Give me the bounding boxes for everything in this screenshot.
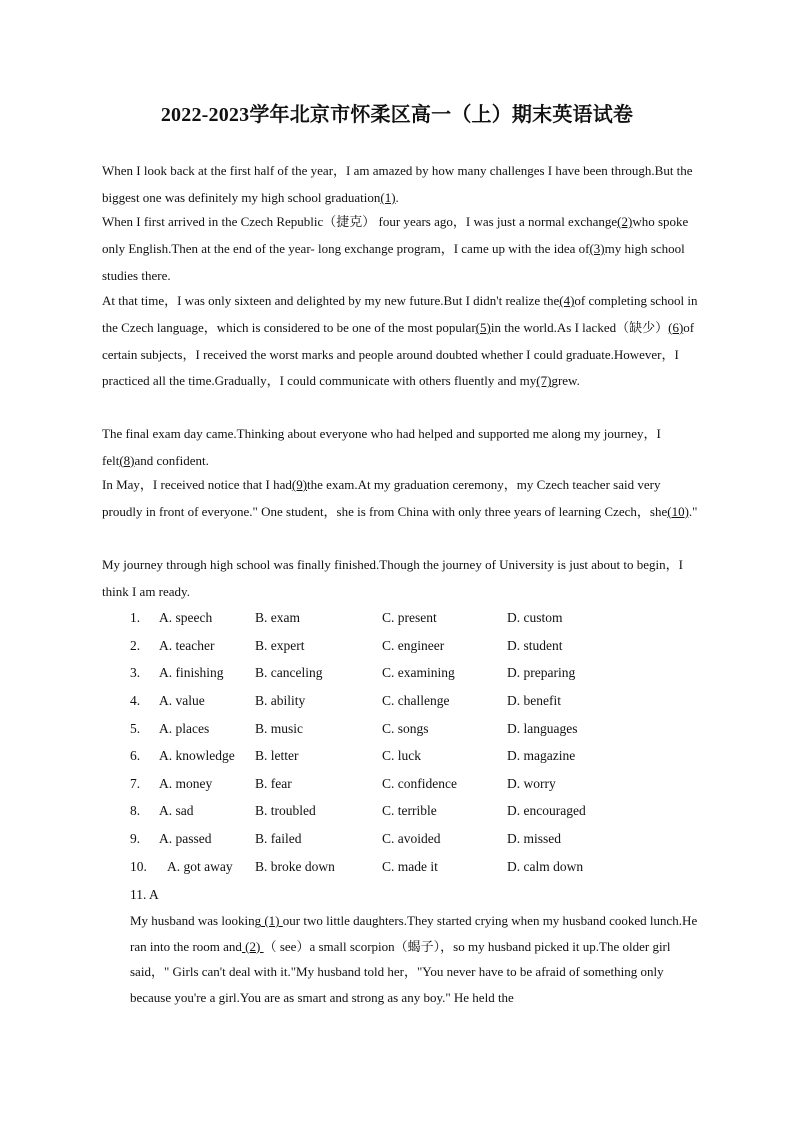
question-number: 2.	[130, 638, 141, 653]
option-a[interactable]: A. value	[159, 693, 205, 708]
passage-paragraph-5: In May，I received notice that I had(9)the exam.At my graduation ceremony，my Czech teacher said very proudly in front of everyone." One student，she is from China with only three years of learning Czech，she(10)."	[102, 477, 698, 519]
option-b[interactable]: B. fear	[255, 776, 292, 791]
question-number: 6.	[130, 748, 141, 763]
page-title: 2022-2023学年北京市怀柔区高一（上）期末英语试卷	[160, 104, 634, 126]
option-d[interactable]: D. student	[507, 638, 563, 653]
option-d[interactable]: D. calm down	[507, 859, 584, 874]
question-number: 10.	[130, 859, 147, 874]
option-b[interactable]: B. letter	[255, 748, 299, 763]
option-c[interactable]: C. luck	[382, 748, 421, 763]
question-row	[130, 693, 610, 713]
option-d[interactable]: D. preparing	[507, 665, 576, 680]
option-a[interactable]: A. got away	[167, 859, 233, 874]
option-b[interactable]: B. music	[255, 721, 304, 736]
blank-8: (8)	[119, 452, 135, 468]
option-d[interactable]: D. languages	[507, 721, 578, 736]
passage-paragraph-3: At that time，I was only sixteen and delighted by my new future.But I didn't realize the(4)of completing school in the Czech language，which is considered to be one of the most popular(5)in the world.As I lacked（缺少）(6)of certain subjects，I received the worst marks and people around doubted whether I could graduate.However，I practiced all the time.Gradually，I could communicate with others fluently and my(7)grew.	[102, 293, 698, 389]
option-c[interactable]: C. engineer	[382, 638, 445, 653]
question-row	[130, 859, 610, 879]
question-number: 7.	[130, 776, 141, 791]
passage-paragraph-2: When I first arrived in the Czech Republic（捷克） four years ago，I was just a normal exchange(2)who spoke only English.Then at the end of the year- long exchange program，I came up with the idea of(3)my high school studies there.	[102, 214, 689, 283]
blank-4: (4)	[559, 293, 575, 308]
question-number: 9.	[130, 831, 141, 846]
option-b[interactable]: B. expert	[255, 638, 305, 653]
blank-9: (9)	[291, 477, 308, 492]
question-row	[130, 803, 610, 823]
passage-paragraph-1: When I look back at the first half of the year，I am amazed by how many challenges I have been through.But the biggest one was definitely my high school graduation(1).	[102, 163, 693, 205]
option-d[interactable]: D. magazine	[507, 748, 576, 763]
option-d[interactable]: D. custom	[507, 610, 563, 625]
option-b[interactable]: B. ability	[255, 693, 306, 708]
option-a[interactable]: A. sad	[159, 803, 194, 818]
option-c[interactable]: C. challenge	[382, 693, 450, 708]
option-c[interactable]: C. avoided	[382, 831, 441, 846]
option-a[interactable]: A. teacher	[159, 638, 215, 653]
option-c[interactable]: C. examining	[382, 665, 455, 680]
option-a[interactable]: A. money	[159, 776, 213, 791]
question-row	[130, 831, 610, 851]
question-row	[130, 610, 610, 630]
question-row	[130, 721, 610, 741]
option-a[interactable]: A. knowledge	[159, 748, 235, 763]
blank-5: (5)	[475, 319, 491, 335]
option-b[interactable]: B. broke down	[255, 859, 335, 874]
blank-10: (10)	[667, 503, 689, 519]
option-a[interactable]: A. finishing	[159, 665, 224, 680]
question-number: 8.	[130, 803, 141, 818]
blank-7: (7)	[536, 373, 552, 389]
blank-3: (3)	[589, 240, 605, 256]
option-a[interactable]: A. speech	[159, 610, 213, 625]
blank-p2-1: (1)	[261, 913, 283, 928]
option-b[interactable]: B. canceling	[255, 665, 323, 680]
option-c[interactable]: C. confidence	[382, 776, 457, 791]
blank-1: (1)	[380, 189, 396, 205]
passage-paragraph-6: My journey through high school was finally finished.Though the journey of University is just about to begin，I think I am ready.	[102, 557, 683, 599]
option-a[interactable]: A. places	[159, 721, 210, 736]
option-d[interactable]: D. worry	[507, 776, 556, 791]
question-number: 4.	[130, 693, 141, 708]
option-d[interactable]: D. missed	[507, 831, 561, 846]
passage-2-paragraph: My husband was looking (1) our two little daughters.They started crying when my husband cooked lunch.He ran into the room and (2) （ see）a small scorpion（蝎子），so my husband picked it up.The older girl said，" Girls can't deal with it."My husband told her，"You never have to be afraid of something only because you're a girl.You are as smart and strong as any boy." He held the	[130, 913, 698, 1005]
question-number: 1.	[130, 610, 141, 625]
option-d[interactable]: D. encouraged	[507, 803, 586, 818]
option-b[interactable]: B. failed	[255, 831, 302, 846]
option-c[interactable]: C. songs	[382, 721, 429, 736]
option-b[interactable]: B. exam	[255, 610, 300, 625]
question-number: 3.	[130, 665, 141, 680]
question-row	[130, 665, 610, 685]
option-c[interactable]: C. terrible	[382, 803, 437, 818]
section-11-label: 11. A	[130, 887, 159, 902]
option-b[interactable]: B. troubled	[255, 803, 316, 818]
blank-p2-2: (2)	[241, 938, 264, 954]
blank-2: (2)	[617, 214, 633, 229]
option-c[interactable]: C. present	[382, 610, 437, 625]
option-d[interactable]: D. benefit	[507, 693, 561, 708]
question-row	[130, 638, 610, 658]
question-row	[130, 748, 610, 768]
option-a[interactable]: A. passed	[159, 831, 212, 846]
passage-paragraph-4: The final exam day came.Thinking about everyone who had helped and supported me along my journey，I felt(8)and confident.	[102, 426, 661, 468]
blank-6: (6)	[668, 319, 684, 335]
question-row	[130, 776, 610, 796]
question-number: 5.	[130, 721, 141, 736]
option-c[interactable]: C. made it	[382, 859, 438, 874]
